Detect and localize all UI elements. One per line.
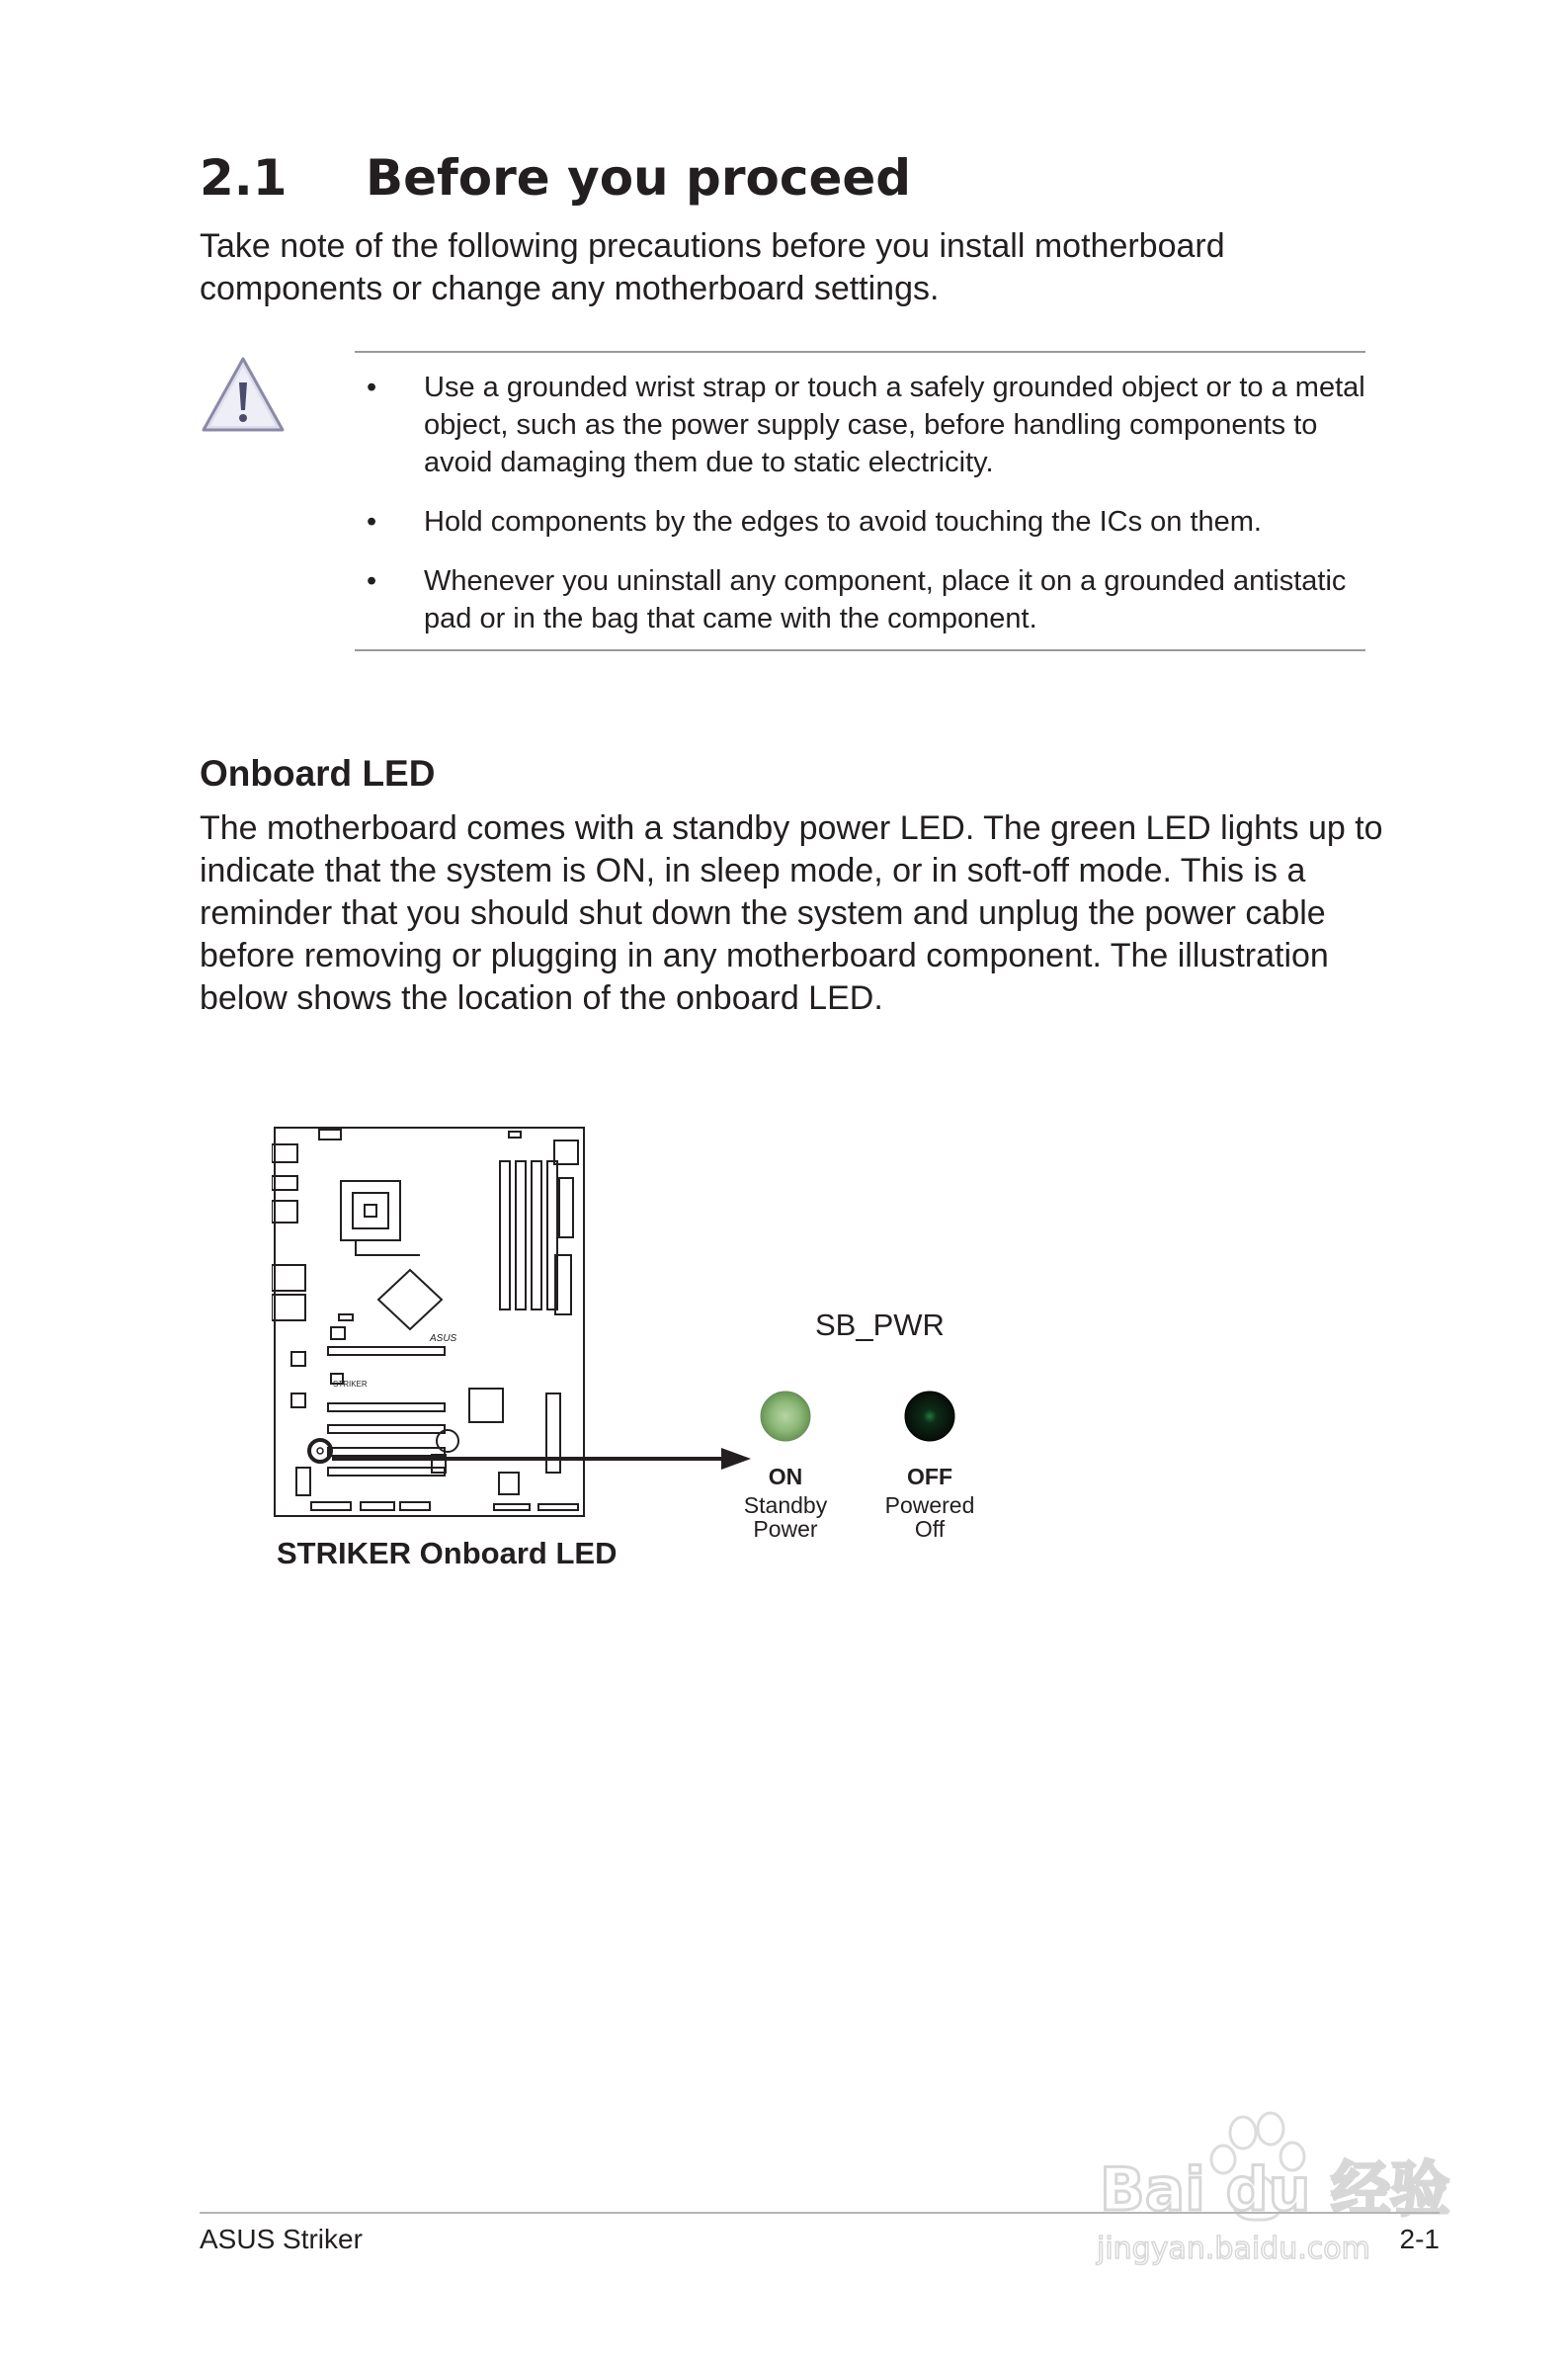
baidu-watermark: [1095, 2105, 1470, 2303]
intro-paragraph: Take note of the following precautions before you install motherboard components or change any motherboard settings.: [200, 227, 1225, 307]
caution-list: [355, 369, 1365, 659]
led-on-indicator: [761, 1392, 810, 1441]
caution-top-rule: [355, 351, 1365, 353]
led-off-state: OFF: [907, 1464, 952, 1489]
board-label: STRIKER: [333, 1380, 368, 1389]
caution-item-text: Hold components by the edges to avoid touching the ICs on them.: [424, 506, 1262, 538]
led-off-line2: Off: [914, 1516, 946, 1542]
onboard-led-paragraph: The motherboard comes with a standby power LED. The green LED lights up to indicate that the system is ON, in sleep mode, or in soft-off mode. This is a reminder that you should shut down the system and unplug the power cable before removing or plugging in any motherboard component. The illustration below shows the location of the onboard LED.: [200, 809, 1383, 1017]
caution-item: [355, 369, 1365, 481]
led-name: SB_PWR: [815, 1308, 945, 1342]
led-pointer-arrow: [332, 1448, 751, 1470]
warning-triangle-icon: [200, 351, 287, 438]
led-off-line1: Powered: [884, 1492, 975, 1518]
section-number: 2.1: [200, 149, 288, 207]
led-on-state: ON: [768, 1464, 803, 1489]
onboard-led-figure: [272, 1127, 1062, 1581]
footer-product-name: ASUS Striker: [200, 2224, 363, 2254]
led-on-line2: Power: [753, 1516, 818, 1542]
caution-bottom-rule: [355, 649, 1365, 651]
caution-item: [355, 503, 1365, 541]
footer-rule: [200, 2212, 1440, 2214]
led-off-label: [851, 1465, 1009, 1541]
section-title: Before you proceed: [366, 149, 912, 207]
caution-item-text: Whenever you uninstall any component, place it on a grounded antistatic pad or in the bag that came with the component.: [424, 565, 1347, 634]
caution-item-text: Use a grounded wrist strap or touch a safely grounded object or to a metal object, such as the power supply case, before handling components to avoid damaging them due to static electricity.: [424, 372, 1365, 478]
caution-item: [355, 562, 1365, 637]
caution-box: [200, 351, 1365, 652]
bullet: •: [367, 372, 377, 403]
bullet: •: [367, 565, 377, 597]
onboard-led-heading: Onboard LED: [200, 753, 436, 794]
section-heading: [200, 148, 911, 208]
figure-caption: STRIKER Onboard LED: [277, 1536, 618, 1570]
led-on-line1: Standby: [743, 1492, 828, 1518]
page-number: 2-1: [1399, 2224, 1440, 2254]
led-off-indicator: [905, 1392, 954, 1441]
watermark-brand: Bai du 经验: [1100, 2155, 1450, 2225]
bullet: •: [367, 506, 377, 538]
asus-logo: ASUS: [430, 1333, 457, 1344]
watermark-url: jingyan.baidu.com: [1097, 2232, 1370, 2266]
led-on-label: [706, 1465, 865, 1541]
